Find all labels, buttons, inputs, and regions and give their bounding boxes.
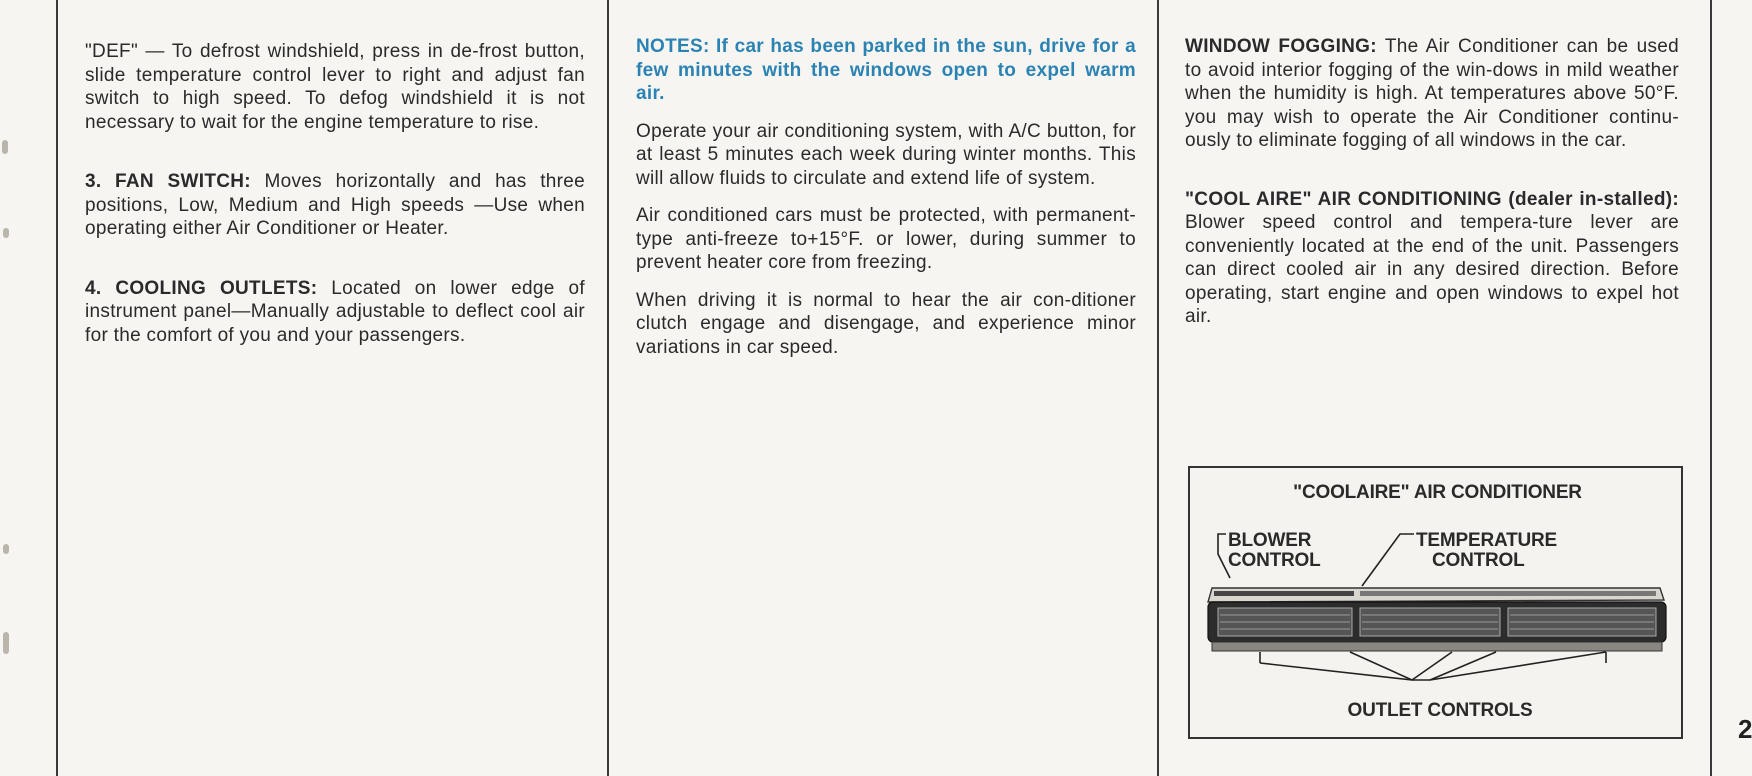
column-rule-middle-2	[1157, 0, 1159, 776]
margin-speck	[3, 632, 9, 654]
notes-paragraph: NOTES: If car has been parked in the sun, drive for a few minutes with the windows open to expel warm air.	[636, 36, 1136, 104]
air-conditioner-unit-illustration	[1190, 468, 1681, 737]
fan-switch-paragraph	[85, 170, 585, 241]
antifreeze-paragraph: Air conditioned cars must be protected, with permanent-type anti-freeze to+15°F. or lower, during summer to prevent heater core from freezing.	[636, 205, 1136, 273]
column-rule-middle-1	[607, 0, 609, 776]
defrost-paragraph	[85, 40, 585, 134]
winter-operation-paragraph: Operate your air conditioning system, with A/C button, for at least 5 minutes each week during winter months. This will allow fluids to circulate and extend life of system.	[636, 120, 1136, 189]
cooling-outlets-heading: 4. COOLING OUTLETS:	[85, 277, 318, 299]
window-fogging-paragraph	[1185, 35, 1679, 153]
window-fogging-heading: WINDOW FOGGING:	[1185, 36, 1377, 57]
fan-switch-heading: 3. FAN SWITCH:	[85, 171, 251, 192]
clutch-paragraph: When driving it is normal to hear the air con-ditioner clutch engage and disengage, and experience minor variations in car speed.	[636, 289, 1136, 358]
blower-label-line1: BLOWER	[1228, 530, 1312, 551]
outlet-controls-label: OUTLET CONTROLS	[1347, 700, 1533, 721]
defrost-text: "DEF" — To defrost windshield, press in de-frost button, slide temperature control lever to right and adjust fan switch to high speed. To defog windshield it is not necessary to wait for the engine temperature to rise.	[85, 41, 585, 133]
column-3	[1185, 35, 1679, 329]
margin-speck	[2, 140, 8, 154]
cool-aire-paragraph	[1185, 188, 1679, 329]
blower-label-line2: CONTROL	[1228, 550, 1321, 571]
margin-speck	[3, 544, 9, 554]
page-number: 2	[1738, 714, 1752, 744]
cool-aire-heading: "COOL AIRE" AIR CONDITIONING (dealer in-stalled):	[1185, 188, 1679, 210]
cooling-outlets-paragraph	[85, 277, 585, 348]
margin-speck	[3, 228, 9, 238]
coolaire-diagram	[1188, 466, 1683, 739]
column-rule-left	[56, 0, 58, 776]
column-1	[85, 40, 585, 347]
column-2	[636, 35, 1136, 359]
cooling-outlets-text: Located on lower edge of instrument panel—Manually adjustable to deflect cool air for the comfort of you and your passengers.	[85, 277, 585, 346]
column-rule-right	[1710, 0, 1712, 776]
temperature-label-line2: CONTROL	[1432, 550, 1525, 571]
diagram-title: "COOLAIRE" AIR CONDITIONER	[1293, 482, 1582, 503]
fan-switch-text: Moves horizontally and has three positions, Low, Medium and High speeds —Use when operating either Air Conditioner or Heater.	[85, 171, 585, 239]
cool-aire-text: Blower speed control and tempera-ture lever are conveniently located at the end of the unit. Passengers can direct cooled air in any desired direction. Before operating, start engine and open windows to expel hot air.	[1185, 212, 1679, 327]
window-fogging-text: The Air Conditioner can be used to avoid interior fogging of the win-dows in mild weather when the humidity is high. At temperatures above 50°F. you may wish to operate the Air Conditioner continu-ously to eliminate fogging of all windows in the car.	[1185, 36, 1679, 151]
temperature-label-line1: TEMPERATURE	[1416, 530, 1558, 551]
